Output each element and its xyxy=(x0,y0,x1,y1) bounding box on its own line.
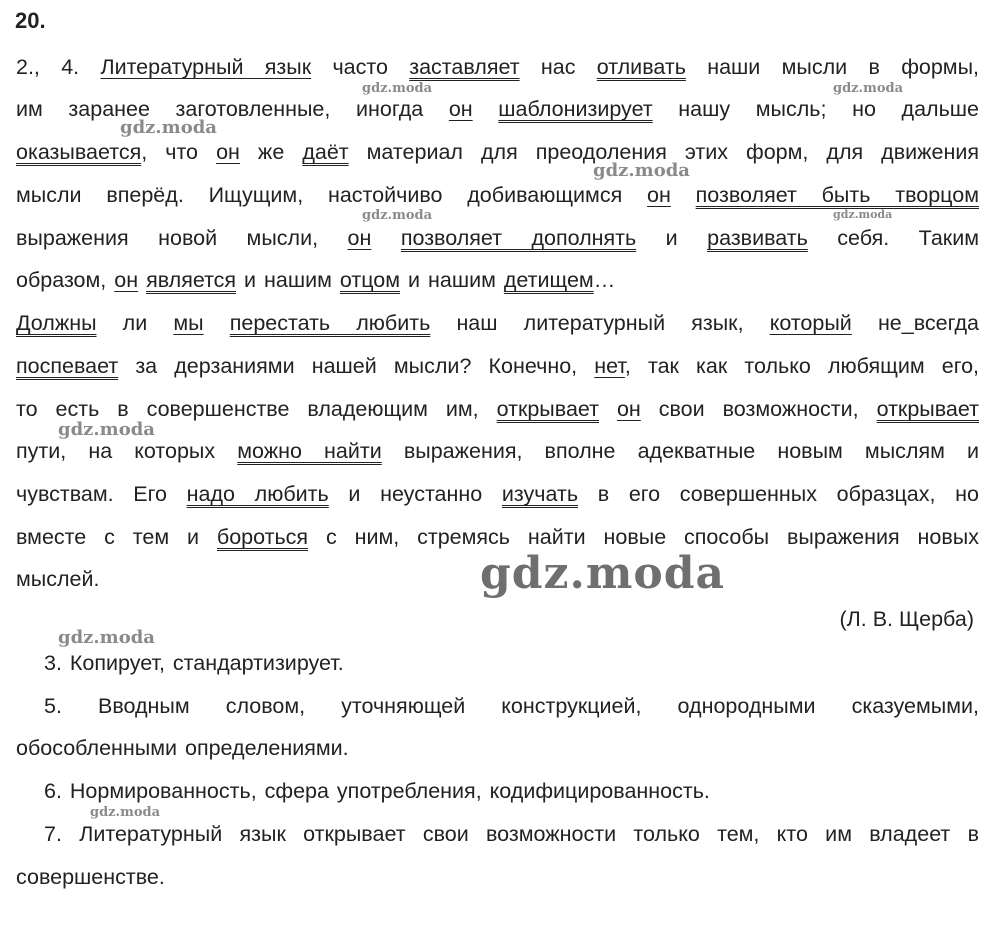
underlined-subject: нет xyxy=(594,354,625,378)
text-line: 2., 4. Литературный язык часто заставляет нас отливать наши мысли в формы, xyxy=(16,55,980,79)
underlined-predicate: развивать xyxy=(707,226,808,250)
watermark: gdz.moda xyxy=(362,208,433,223)
underlined-predicate: можно найти xyxy=(237,439,382,463)
text-line: Должны ли мы перестать любить наш литературный язык, который не_всегда xyxy=(16,311,979,335)
underlined-predicate: оказывается xyxy=(16,140,142,164)
task-number: 20. xyxy=(15,8,46,33)
text-line: чувствам. Его надо любить и неустанно изучать в его совершенных образцах, но xyxy=(16,482,979,506)
underlined-subject: он xyxy=(448,97,473,121)
underlined-subject: он xyxy=(347,226,372,250)
text-line: мыслей. xyxy=(16,567,100,591)
underlined-predicate: заставляет xyxy=(409,55,520,79)
text-line: им заранее заготовленные, иногда он шаблонизирует нашу мысль; но дальше xyxy=(16,97,979,121)
answer-3: 3. Копирует, стандартизирует. xyxy=(44,651,344,675)
answer-5: 5. Вводным словом, уточняющей конструкцией, однородными сказуемыми, xyxy=(44,694,979,718)
text-line: то есть в совершенстве владеющим им, открывает он свои возможности, открывает xyxy=(16,397,979,421)
underlined-predicate: отцом xyxy=(339,268,401,292)
underlined-predicate: является xyxy=(146,268,237,292)
answer-7-continued: совершенстве. xyxy=(16,865,165,889)
underlined-predicate: открывает xyxy=(876,397,979,421)
watermark: gdz.moda xyxy=(58,419,155,440)
text-line: пути, на которых можно найти выражения, вполне адекватные новым мыслям и xyxy=(16,439,979,463)
underlined-predicate: поспевает xyxy=(16,354,119,378)
text-line: оказывается, что он же даёт материал для преодоления этих форм, для движения xyxy=(16,140,980,164)
underlined-predicate: даёт xyxy=(302,140,349,164)
underlined-predicate: отливать xyxy=(596,55,686,79)
text-line: мысли вперёд. Ищущим, настойчиво добивающимся он позволяет быть творцом xyxy=(16,183,979,207)
text-line: поспевает за дерзаниями нашей мысли? Конечно, нет, так как только любящим его, xyxy=(16,354,980,378)
text-line: образом, он является и нашим отцом и нашим детищем… xyxy=(16,268,616,292)
text-line: выражения новой мысли, он позволяет дополнять и развивать себя. Таким xyxy=(16,226,979,250)
underlined-subject: Литературный язык xyxy=(100,55,312,79)
watermark: gdz.moda xyxy=(58,627,155,648)
underlined-predicate: шаблонизирует xyxy=(498,97,653,121)
watermark-large: gdz.moda xyxy=(480,548,726,599)
watermark: gdz.moda xyxy=(90,805,161,820)
quote-author: (Л. В. Щерба) xyxy=(839,607,974,631)
answer-6: 6. Нормированность, сфера употребления, кодифицированность. xyxy=(44,779,710,803)
answer-7: 7. Литературный язык открывает свои возможности только тем, кто им владеет в xyxy=(44,822,979,846)
watermark: gdz.moda xyxy=(120,117,217,138)
underlined-subject: он xyxy=(647,183,671,207)
underlined-predicate: позволяет быть творцом xyxy=(695,183,979,207)
text-line: вместе с тем и бороться с ним, стремясь найти новые способы выражения новых xyxy=(16,525,979,549)
watermark: gdz.moda xyxy=(593,160,690,181)
underlined-subject: он xyxy=(216,140,240,164)
watermark: gdz.moda xyxy=(362,81,433,96)
underlined-predicate: надо любить xyxy=(186,482,329,506)
underlined-subject: который xyxy=(769,311,852,335)
underlined-predicate: позволяет дополнять xyxy=(400,226,637,250)
underlined-predicate: открывает xyxy=(496,397,599,421)
underlined-subject: он xyxy=(616,397,641,421)
underlined-predicate: Должны xyxy=(16,311,97,335)
underlined-subject: он xyxy=(114,268,139,292)
underlined-subject: мы xyxy=(173,311,204,335)
underlined-predicate: детищем xyxy=(503,268,594,292)
underlined-predicate: бороться xyxy=(216,525,309,549)
watermark: gdz.moda xyxy=(833,208,893,221)
underlined-predicate: перестать любить xyxy=(229,311,431,335)
answer-5-continued: обособленными определениями. xyxy=(16,736,349,760)
watermark: gdz.moda xyxy=(833,81,904,96)
underlined-predicate: изучать xyxy=(501,482,579,506)
